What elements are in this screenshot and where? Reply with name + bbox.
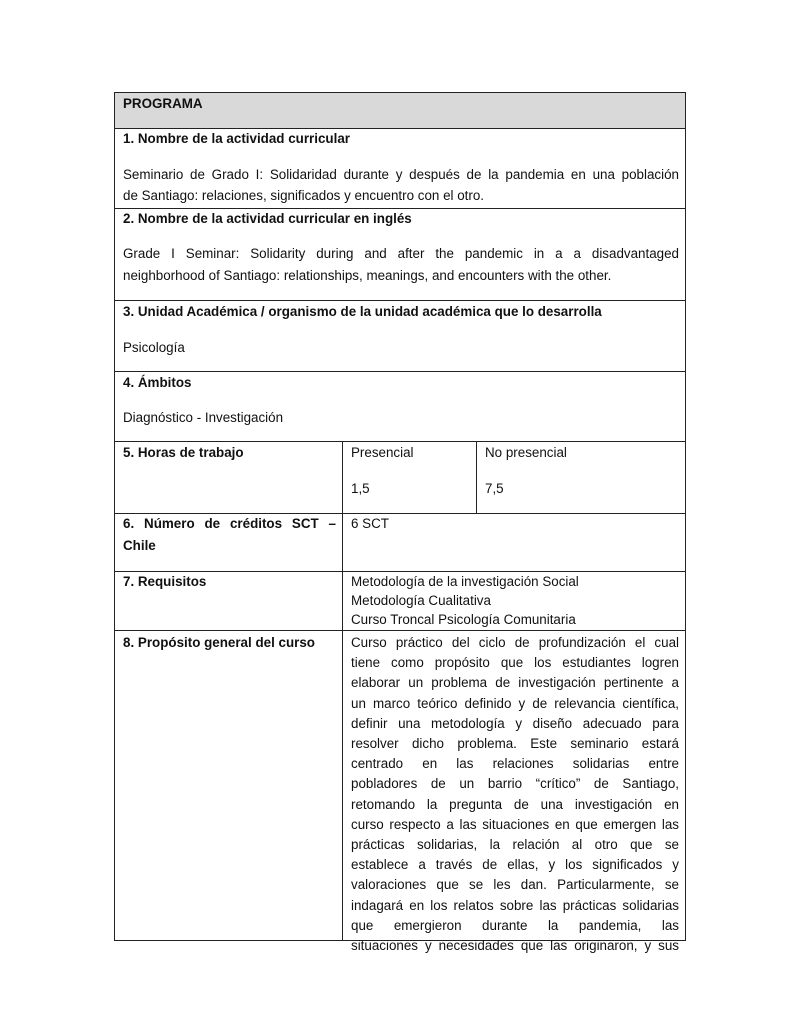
purpose-line: definir una metodología y diseño adecuado para: [351, 715, 679, 731]
purpose-line: tiene como propósito que los estudiantes logren: [351, 655, 679, 671]
section-6-value: 6 SCT: [351, 516, 389, 531]
section-7-label-cell: [114, 571, 343, 631]
purpose-line: un marco teórico definido y de relevancia científica,: [351, 695, 679, 711]
section-8-label: 8. Propósito general del curso: [123, 635, 315, 650]
section-3: [114, 300, 686, 372]
purpose-line: centrado en las relaciones solidarias entre: [351, 756, 679, 772]
purpose-line: indagará en los relatos sobre las prácticas solidarias: [351, 897, 679, 913]
section-6-label: Chile: [123, 538, 156, 553]
section-1-line: de Santiago: relaciones, significados y encuentro con el otro.: [123, 188, 485, 203]
requisito: Metodología de la investigación Social: [351, 574, 579, 589]
section-7-label: 7. Requisitos: [123, 574, 207, 589]
section-2-line: neighborhood of Santiago: relationships, meanings, and encounters with the other.: [123, 268, 612, 283]
purpose-line: situaciones y necesidades que las originaron, y sus: [351, 938, 679, 953]
presencial-cell: [342, 441, 477, 514]
section-2-label: 2. Nombre de la actividad curricular en inglés: [123, 211, 412, 226]
section-1-line: Seminario de Grado I: Solidaridad durante y después de la pandemia en una población: [123, 167, 679, 182]
section-5-label-cell: [114, 441, 343, 514]
section-2-line: Grade I Seminar: Solidarity during and after the pandemic in a a disadvantaged: [123, 246, 679, 261]
section-5-label: 5. Horas de trabajo: [123, 445, 244, 460]
purpose-line: establece a través de ellas, y los significados y: [351, 857, 679, 873]
section-4-value: Diagnóstico - Investigación: [123, 410, 284, 425]
section-2: [114, 208, 686, 301]
purpose-line: prácticas solidarias, la relación al otro que se: [351, 837, 679, 852]
requisito: Metodología Cualitativa: [351, 593, 491, 608]
header-row: [114, 92, 686, 129]
section-7-value-cell: [342, 571, 686, 631]
section-1-label: 1. Nombre de la actividad curricular: [123, 131, 350, 146]
no-presencial-label: No presencial: [485, 445, 567, 460]
section-4-label: 4. Ámbitos: [123, 375, 192, 390]
presencial-value: 1,5: [351, 481, 370, 496]
no-presencial-cell: [476, 441, 686, 514]
program-title: PROGRAMA: [123, 96, 203, 111]
purpose-line: pobladores de un barrio “crítico” de Santiago,: [351, 776, 679, 792]
purpose-line: elaborar un problema de investigación pertinente a: [351, 675, 679, 691]
section-3-label: 3. Unidad Académica / organismo de la unidad académica que lo desarrolla: [123, 304, 602, 319]
section-4: [114, 371, 686, 442]
purpose-line: que emergieron durante la pandemia, las: [351, 917, 679, 933]
requisito: Curso Troncal Psicología Comunitaria: [351, 612, 576, 627]
section-6-label-cell: [114, 513, 343, 572]
section-6-label: 6. Número de créditos SCT –: [123, 516, 336, 531]
purpose-line: curso respecto a las situaciones en que emergen las: [351, 816, 679, 832]
purpose-line: Curso práctico del ciclo de profundización el cual: [351, 635, 679, 650]
no-presencial-value: 7,5: [485, 481, 504, 496]
purpose-line: valoraciones que se les dan. Particularmente, se: [351, 877, 679, 893]
presencial-label: Presencial: [351, 445, 414, 460]
section-6-value-cell: [342, 513, 686, 572]
section-1: [114, 128, 686, 209]
section-3-value: Psicología: [123, 340, 185, 355]
purpose-line: resolver dicho problema. Este seminario estará: [351, 736, 679, 751]
purpose-line: retomando la pregunta de una investigación en: [351, 796, 679, 812]
section-8-value-cell: [342, 630, 686, 953]
section-8-label-cell: [114, 630, 343, 941]
